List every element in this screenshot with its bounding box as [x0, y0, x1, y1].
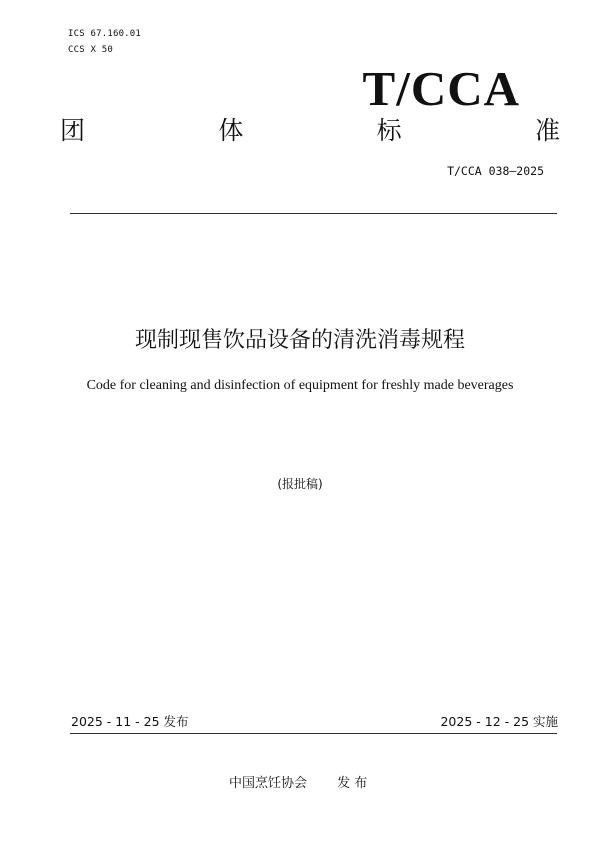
- header-divider: [70, 213, 557, 214]
- draft-status-note: (报批稿): [277, 477, 323, 491]
- document-title-chinese: 现制现售饮品设备的清洗消毒规程: [134, 328, 465, 353]
- implementation-date: 2025 - 12 - 25 实施: [440, 714, 558, 729]
- publisher-name: 中国烹饪协会: [229, 776, 308, 791]
- release-date: 2025 - 11 - 25 发布: [71, 714, 189, 729]
- standard-type-char: 标: [376, 116, 402, 145]
- ics-code: ICS 67.160.01: [68, 29, 142, 39]
- standard-type-char: 体: [218, 116, 244, 145]
- publisher-line: [229, 774, 367, 794]
- publisher-verb: 发 布: [337, 776, 368, 791]
- document-title-english: Code for cleaning and disinfection of equipment for freshly made beverages: [86, 378, 514, 393]
- ccs-code: CCS X 50: [68, 45, 113, 55]
- standard-brand-logo: T/CCA: [362, 61, 520, 116]
- standard-type-heading: [60, 114, 560, 148]
- standard-type-char: 团: [60, 116, 86, 145]
- standard-type-char: 准: [534, 116, 560, 145]
- standard-number: T/CCA 038—2025: [447, 164, 544, 178]
- footer-divider: [70, 733, 557, 734]
